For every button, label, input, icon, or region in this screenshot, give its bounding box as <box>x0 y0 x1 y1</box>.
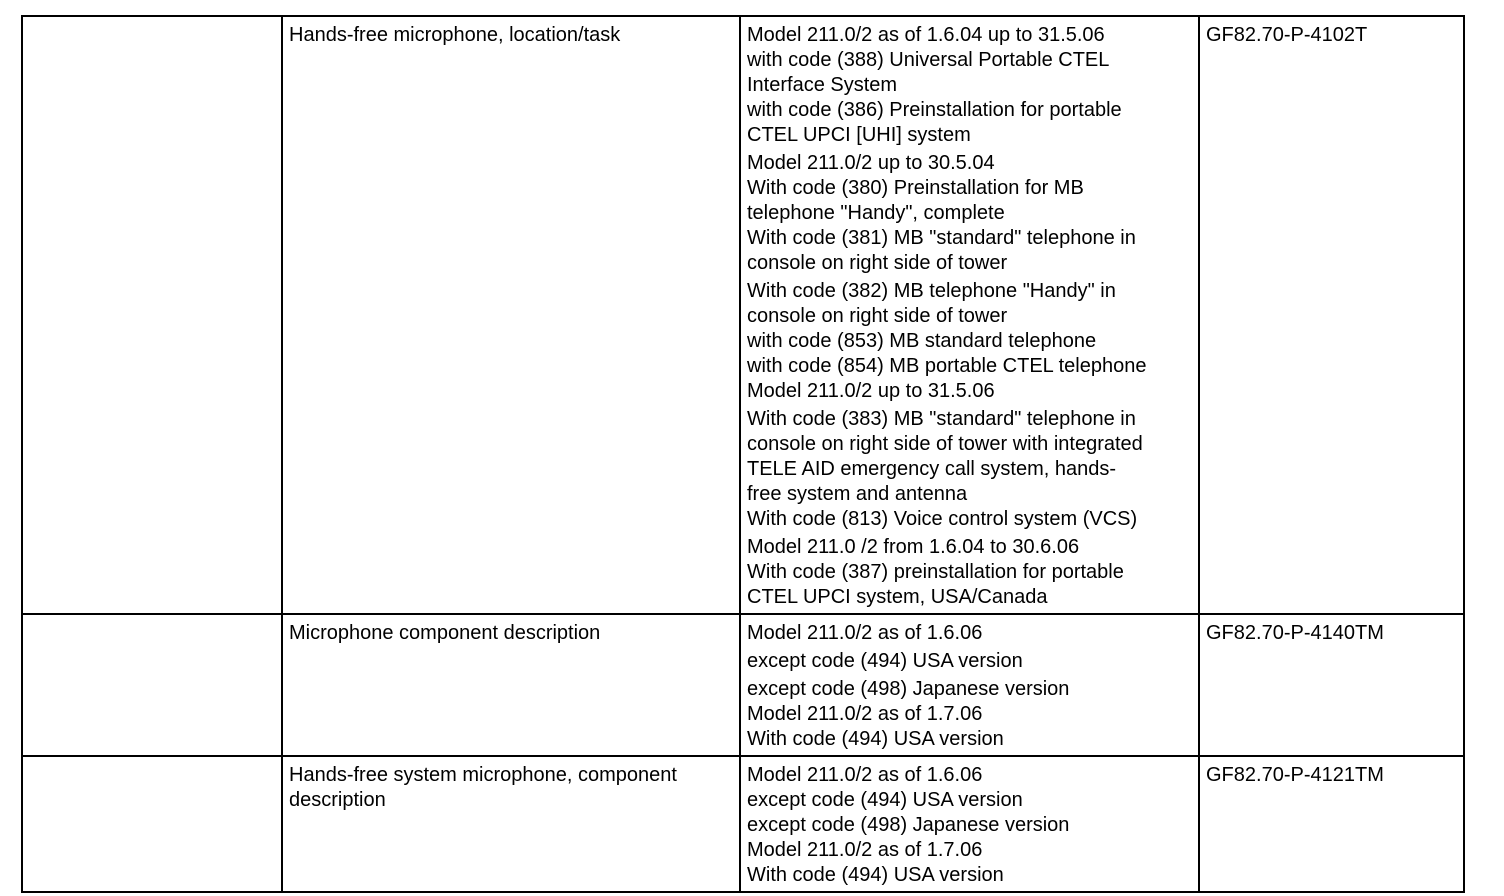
validity-line: console on right side of tower <box>747 305 1008 327</box>
validity-line: Model 211.0 /2 from 1.6.04 to 30.6.06 <box>747 536 1080 558</box>
validity-line: except code (494) USA version <box>747 650 1023 672</box>
validity-line: Model 211.0/2 as of 1.7.06 <box>747 703 983 725</box>
validity-line: except code (498) Japanese version <box>747 678 1070 700</box>
validity-line: CTEL UPCI [UHI] system <box>747 124 971 146</box>
empty-cell <box>22 614 282 756</box>
validity-group <box>747 649 1192 674</box>
validity-line: Model 211.0/2 as of 1.7.06 <box>747 839 983 861</box>
empty-cell <box>22 16 282 614</box>
validity-group <box>747 535 1192 610</box>
validity-line: TELE AID emergency call system, hands- <box>747 458 1117 480</box>
document-table <box>21 15 1465 893</box>
title-cell <box>282 16 740 614</box>
validity-group <box>747 677 1192 752</box>
validity-group <box>747 23 1192 148</box>
validity-line: With code (381) MB "standard" telephone in <box>747 227 1136 249</box>
validity-line: except code (494) USA version <box>747 789 1023 811</box>
validity-line: with code (853) MB standard telephone <box>747 330 1097 352</box>
table-row <box>22 614 1464 756</box>
validity-line: Model 211.0/2 as of 1.6.06 <box>747 764 983 786</box>
table-row <box>22 756 1464 892</box>
validity-line: With code (380) Preinstallation for MB <box>747 177 1084 199</box>
validity-line: console on right side of tower with integrated <box>747 433 1143 455</box>
validity-group <box>747 151 1192 276</box>
validity-line: telephone "Handy", complete <box>747 202 1005 224</box>
validity-line: Model 211.0/2 as of 1.6.04 up to 31.5.06 <box>747 24 1105 46</box>
title-cell <box>282 614 740 756</box>
validity-line: Interface System <box>747 74 898 96</box>
validity-line: with code (854) MB portable CTEL telephone <box>747 355 1147 377</box>
validity-group <box>747 621 1192 646</box>
validity-group <box>747 763 1192 888</box>
validity-cell <box>740 614 1199 756</box>
validity-line: With code (383) MB "standard" telephone in <box>747 408 1136 430</box>
validity-line: CTEL UPCI system, USA/Canada <box>747 586 1048 608</box>
document-code: GF82.70-P-4121TM <box>1206 764 1384 786</box>
validity-line: With code (813) Voice control system (VCS) <box>747 508 1138 530</box>
validity-line: With code (387) preinstallation for portable <box>747 561 1124 583</box>
validity-line: console on right side of tower <box>747 252 1008 274</box>
empty-cell <box>22 756 282 892</box>
validity-line: with code (388) Universal Portable CTEL <box>747 49 1110 71</box>
document-code: GF82.70-P-4140TM <box>1206 622 1384 644</box>
validity-line: With code (494) USA version <box>747 864 1004 886</box>
validity-line: Model 211.0/2 up to 31.5.06 <box>747 380 995 402</box>
document-code-cell <box>1199 614 1464 756</box>
validity-line: Model 211.0/2 as of 1.6.06 <box>747 622 983 644</box>
validity-line: With code (382) MB telephone "Handy" in <box>747 280 1116 302</box>
validity-line: with code (386) Preinstallation for portable <box>747 99 1122 121</box>
title-cell <box>282 756 740 892</box>
document-code: GF82.70-P-4102T <box>1206 24 1368 46</box>
validity-line: Model 211.0/2 up to 30.5.04 <box>747 152 995 174</box>
row-title: Hands-free system microphone, component description <box>289 764 677 811</box>
validity-group <box>747 279 1192 404</box>
document-code-cell <box>1199 16 1464 614</box>
validity-cell <box>740 756 1199 892</box>
row-title: Microphone component description <box>289 622 601 644</box>
document-code-cell <box>1199 756 1464 892</box>
validity-cell <box>740 16 1199 614</box>
table-row <box>22 16 1464 614</box>
row-title: Hands-free microphone, location/task <box>289 24 621 46</box>
validity-group <box>747 407 1192 532</box>
validity-line: free system and antenna <box>747 483 968 505</box>
validity-line: With code (494) USA version <box>747 728 1004 750</box>
validity-line: except code (498) Japanese version <box>747 814 1070 836</box>
